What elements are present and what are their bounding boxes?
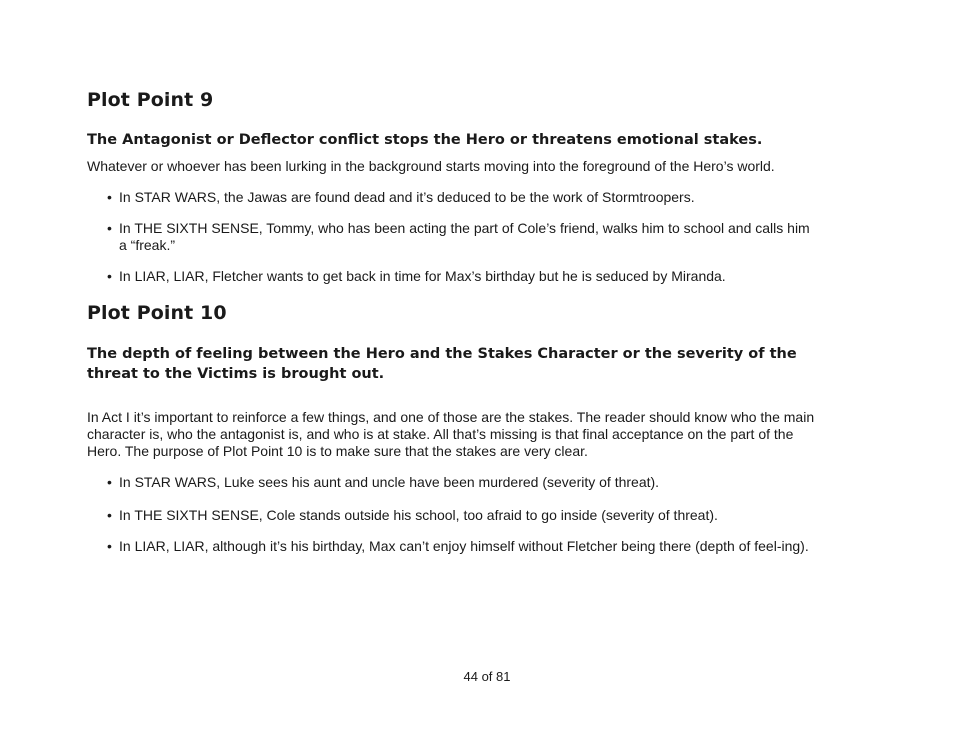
list-item-text: In STAR WARS, the Jawas are found dead and it’s deduced to be the work of Stormtroopers.	[119, 189, 695, 205]
bullet-icon: •	[107, 268, 112, 284]
bullet-icon: •	[107, 538, 112, 554]
bullet-icon: •	[107, 474, 112, 490]
list-item	[107, 189, 819, 206]
list-item-text: In THE SIXTH SENSE, Cole stands outside his school, too afraid to go inside (severity of threat).	[119, 507, 718, 523]
section-intro-plot-point-10: In Act I it’s important to reinforce a few things, and one of those are the stakes. The reader should know who the main character is, who the antagonist is, and who is at stake. All that’s missing is that final acceptance on the part of the Hero. The purpose of Plot Point 10 is to make sure that the stakes are very clear.	[87, 409, 815, 459]
bullet-icon: •	[107, 507, 112, 523]
list-item	[107, 507, 819, 524]
list-item	[107, 538, 819, 555]
bullet-icon: •	[107, 189, 112, 205]
section-intro-plot-point-9: Whatever or whoever has been lurking in the background starts moving into the foreground of the Hero’s world.	[87, 158, 775, 174]
list-item-text: In LIAR, LIAR, Fletcher wants to get back in time for Max’s birthday but he is seduced by Miranda.	[119, 268, 726, 284]
page-number: 44 of 81	[463, 669, 511, 684]
section-subheading-plot-point-10: The depth of feeling between the Hero and the Stakes Character or the severity of the threat to the Victims is brought out.	[87, 346, 797, 382]
list-item	[107, 474, 819, 491]
list-item	[107, 268, 819, 285]
list-item-text: In LIAR, LIAR, although it’s his birthday, Max can’t enjoy himself without Fletcher being there (depth of feel-ing).	[119, 538, 809, 554]
section-heading-plot-point-10: Plot Point 10	[87, 302, 227, 324]
list-item-text: In STAR WARS, Luke sees his aunt and uncle have been murdered (severity of threat).	[119, 474, 660, 490]
section-heading-plot-point-9: Plot Point 9	[87, 89, 214, 111]
bullet-icon: •	[107, 220, 112, 236]
list-item	[107, 220, 819, 254]
section-subheading-plot-point-9: The Antagonist or Deflector conflict stops the Hero or threatens emotional stakes.	[87, 132, 763, 148]
list-item-text: In THE SIXTH SENSE, Tommy, who has been acting the part of Cole’s friend, walks him to school and calls him a “freak.”	[119, 220, 810, 253]
